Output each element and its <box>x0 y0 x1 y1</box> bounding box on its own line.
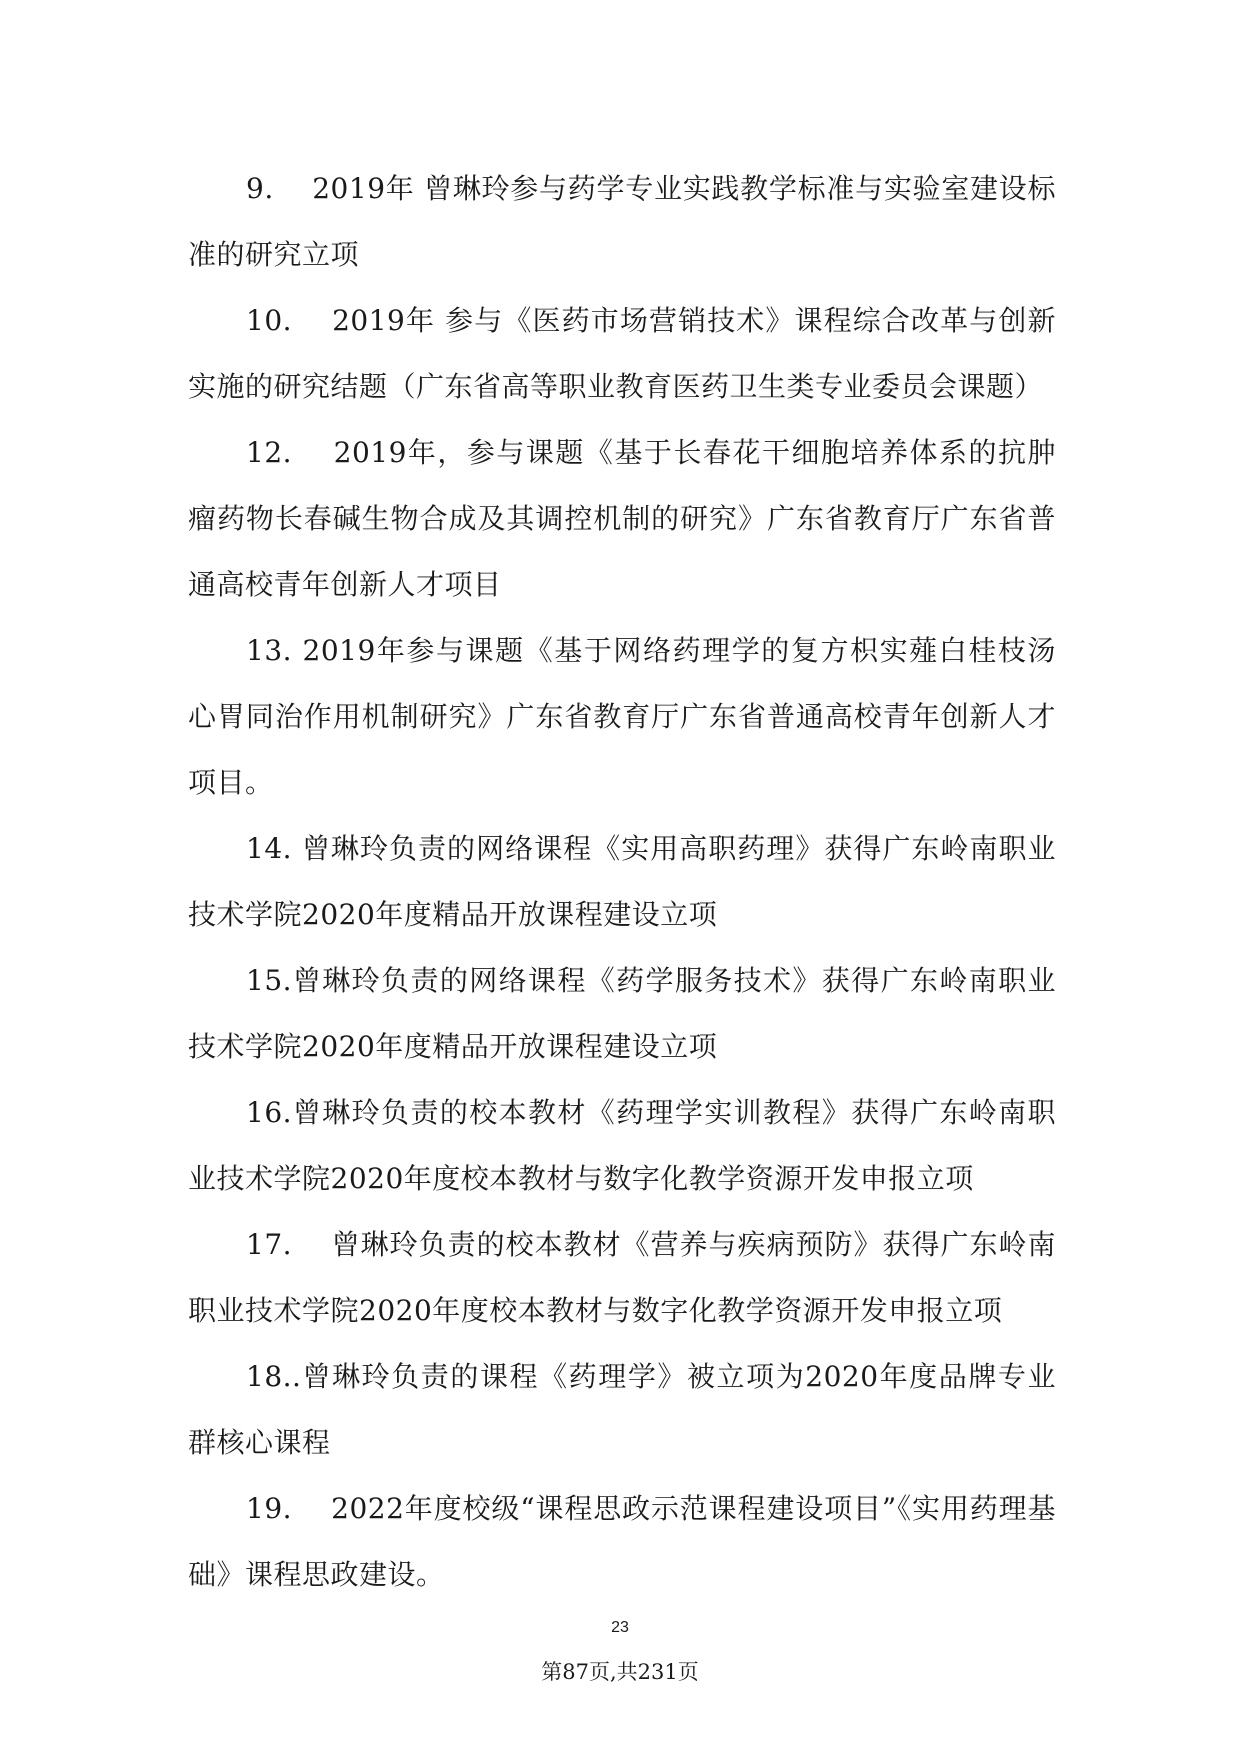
body-text <box>188 156 1056 1608</box>
page-footer: 第87页,共231页 <box>541 1660 699 1684</box>
paragraph-item-17: 17. 曾琳玲负责的校本教材《营养与疾病预防》获得广东岭南职业技术学院2020年度校本教材与数字化教学资源开发申报立项 <box>188 1228 1056 1327</box>
paragraph-item-13: 13. 2019年参与课题《基于网络药理学的复方枳实薤白桂枝汤心胃同治作用机制研究》广东省教育厅广东省普通高校青年创新人才项目。 <box>188 634 1056 799</box>
paragraph-item-9: 9. 2019年 曾琳玲参与药学专业实践教学标准与实验室建设标准的研究立项 <box>188 172 1056 271</box>
paragraph-item-15: 15.曾琳玲负责的网络课程《药学服务技术》获得广东岭南职业技术学院2020年度精品开放课程建设立项 <box>188 964 1056 1063</box>
paragraph-item-18: 18..曾琳玲负责的课程《药理学》被立项为2020年度品牌专业群核心课程 <box>188 1360 1056 1459</box>
paragraph-item-14: 14. 曾琳玲负责的网络课程《实用高职药理》获得广东岭南职业技术学院2020年度精品开放课程建设立项 <box>188 832 1056 931</box>
paragraph-item-12: 12. 2019年，参与课题《基于长春花干细胞培养体系的抗肿瘤药物长春碱生物合成及其调控机制的研究》广东省教育厅广东省普通高校青年创新人才项目 <box>188 436 1056 601</box>
paragraph-item-10: 10. 2019年 参与《医药市场营销技术》课程综合改革与创新实施的研究结题（广东省高等职业教育医药卫生类专业委员会课题） <box>188 304 1056 403</box>
page-number: 23 <box>611 1619 629 1636</box>
paragraph-item-16: 16.曾琳玲负责的校本教材《药理学实训教程》获得广东岭南职业技术学院2020年度校本教材与数字化教学资源开发申报立项 <box>188 1096 1056 1195</box>
paragraph-item-19: 19. 2022年度校级“课程思政示范课程建设项目”《实用药理基础》课程思政建设。 <box>188 1492 1056 1591</box>
